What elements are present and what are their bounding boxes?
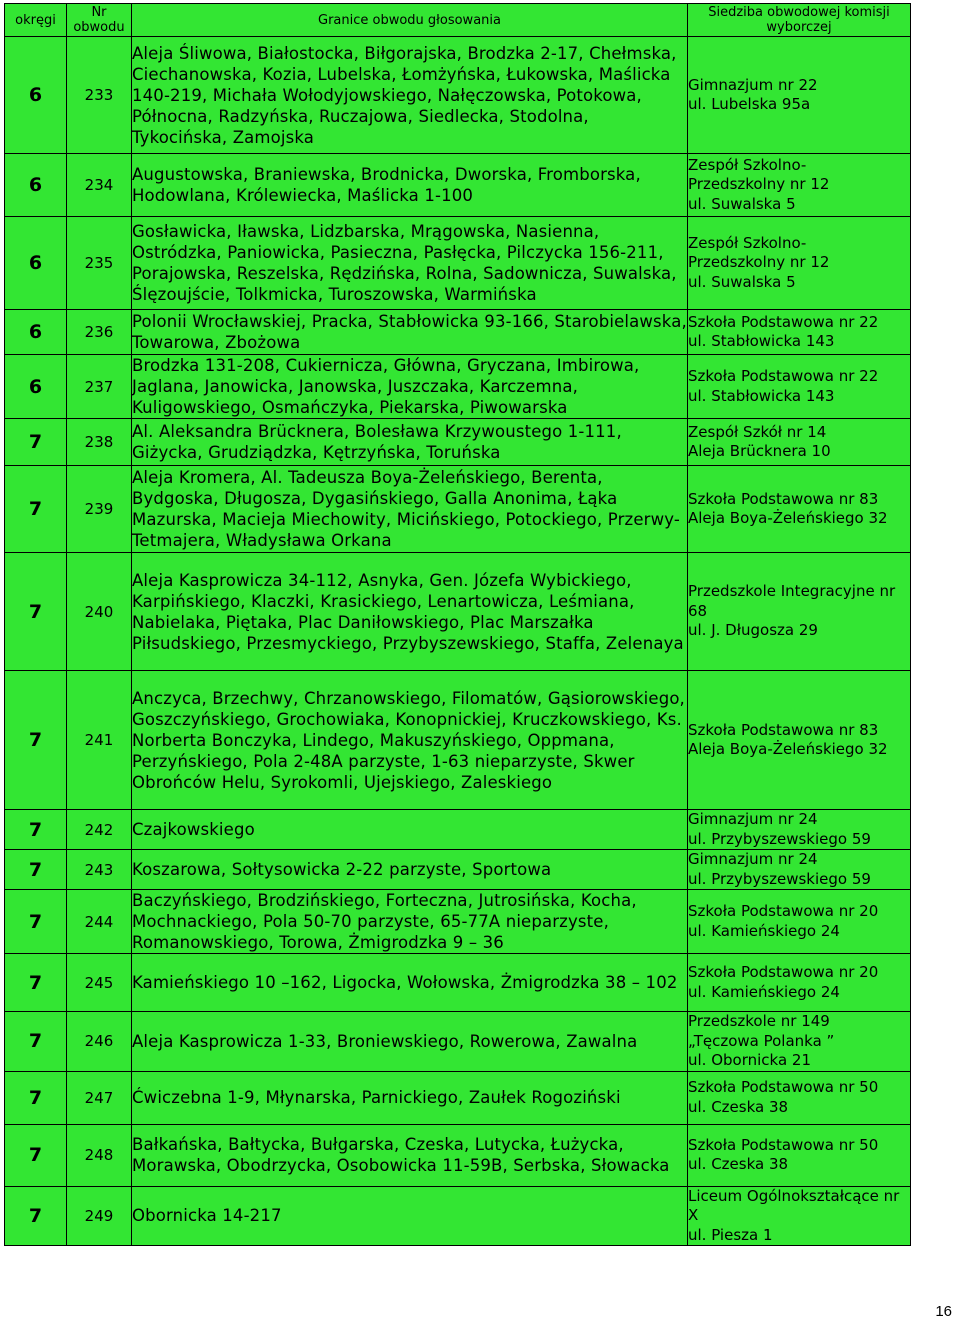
siedziba-cell [688,553,911,671]
header-okregi: okręgi [5,4,67,37]
okreg-cell: 6 [5,217,67,310]
siedziba-line: Aleja Boya-Żeleńskiego 32 [688,509,888,527]
obwod-number-cell: 235 [67,217,132,310]
siedziba-cell [688,154,911,217]
siedziba-line: Gimnazjum nr 22 [688,75,818,94]
siedziba-cell [688,1186,911,1246]
table-row [5,890,911,954]
obwod-number-cell: 248 [67,1124,132,1186]
siedziba-line: ul. Suwalska 5 [688,272,796,291]
header-nr-obwodu: Nr obwodu [67,4,132,37]
siedziba-line: Przedszkole Integracyjne nr 68 [688,582,896,620]
siedziba-line: Przedszkolny nr 12 [688,253,830,272]
table-row [5,355,911,419]
granice-cell: Augustowska, Braniewska, Brodnicka, Dworska, Fromborska, Hodowlana, Królewiecka, Maślicka 1-100 [132,154,688,217]
header-siedziba: Siedziba obwodowej komisji wyborczej [688,4,911,37]
okreg-cell: 7 [5,1071,67,1124]
siedziba-line: ul. Suwalska 5 [688,194,796,213]
siedziba-line: Aleja Boya-Żeleńskiego 32 [688,740,888,758]
obwod-number-cell: 233 [67,37,132,154]
okreg-cell: 7 [5,1124,67,1186]
table-row [5,37,911,154]
granice-cell: Polonii Wrocławskiej, Pracka, Stabłowicka 93-166, Starobielawska, Towarowa, Zbożowa [132,310,688,355]
okreg-cell: 7 [5,850,67,890]
siedziba-cell [688,890,911,954]
okreg-cell: 7 [5,553,67,671]
table-row [5,217,911,310]
siedziba-line: „Tęczowa Polanka ” [688,1031,835,1050]
obwod-number-cell: 241 [67,671,132,810]
header-granice: Granice obwodu głosowania [132,4,688,37]
table-row [5,1124,911,1186]
obwod-number-cell: 237 [67,355,132,419]
siedziba-line: Szkoła Podstawowa nr 50 [688,1135,879,1154]
table-row [5,553,911,671]
okreg-cell: 6 [5,154,67,217]
siedziba-cell [688,37,911,154]
siedziba-cell [688,217,911,310]
siedziba-line: ul. Czeska 38 [688,1097,789,1116]
obwod-number-cell: 247 [67,1071,132,1124]
siedziba-line: Szkoła Podstawowa nr 83 [688,720,879,739]
siedziba-line: Przedszkolny nr 12 [688,175,830,194]
obwod-number-cell: 240 [67,553,132,671]
granice-cell: Al. Aleksandra Brücknera, Bolesława Krzywoustego 1-111, Giżycka, Grudziądzka, Kętrzyńska, Toruńska [132,419,688,466]
okreg-cell: 7 [5,671,67,810]
okreg-cell: 7 [5,466,67,553]
siedziba-line: Szkoła Podstawowa nr 83 [688,489,879,508]
siedziba-line: Szkoła Podstawowa nr 20 [688,963,879,981]
siedziba-cell [688,355,911,419]
siedziba-line: ul. Stabłowicka 143 [688,332,835,350]
siedziba-line: Zespół Szkolno- [688,233,807,252]
okreg-cell: 7 [5,1186,67,1246]
table-row [5,1071,911,1124]
siedziba-line: Gimnazjum nr 24 [688,850,818,868]
siedziba-line: Zespół Szkół nr 14 [688,422,827,441]
obwod-number-cell: 243 [67,850,132,890]
siedziba-line: Gimnazjum nr 24 [688,810,818,828]
siedziba-line: ul. Czeska 38 [688,1155,789,1173]
granice-cell: Aleja Śliwowa, Białostocka, Biłgorajska, Brodzka 2-17, Chełmska, Ciechanowska, Kozia, Lubelska, Łomżyńska, Łukowska, Maślicka 140-219, Michała Wołodyjowskiego, Nałęczowska, Potokowa, Północna, Radzyńska, Ruczajowa, Siedlecka, Stodolna, Tykocińska, Zamojska [132,37,688,154]
siedziba-line: Szkoła Podstawowa nr 50 [688,1078,879,1096]
siedziba-line: Zespół Szkolno- [688,155,807,174]
table-header-row [5,4,911,37]
table-row [5,954,911,1012]
granice-cell: Ćwiczebna 1-9, Młynarska, Parnickiego, Zaułek Rogoziński [132,1071,688,1124]
siedziba-cell [688,671,911,810]
table-row [5,850,911,890]
table-row [5,1186,911,1246]
granice-cell: Obornicka 14-217 [132,1186,688,1246]
granice-cell: Czajkowskiego [132,810,688,850]
granice-cell: Kamieńskiego 10 –162, Ligocka, Wołowska, Żmigrodzka 38 – 102 [132,954,688,1012]
siedziba-cell [688,954,911,1012]
siedziba-line: ul. Lubelska 95a [688,95,811,113]
siedziba-line: ul. Przybyszewskiego 59 [688,869,871,888]
okreg-cell: 6 [5,355,67,419]
siedziba-line: Liceum Ogólnokształcące nr X [688,1186,900,1224]
granice-cell: Aleja Kromera, Al. Tadeusza Boya-Żeleńskiego, Berenta, Bydgoska, Długosza, Dygasińskiego, Galla Anonima, Łąka Mazurska, Macieja Miechowity, Micińskiego, Potockiego, Przerwy-Tetmajera, Władysława Orkana [132,466,688,553]
okreg-cell: 7 [5,954,67,1012]
table-row [5,419,911,466]
okreg-cell: 6 [5,37,67,154]
granice-cell: Brodzka 131-208, Cukiernicza, Główna, Gryczana, Imbirowa, Jaglana, Janowicka, Janowska, Juszczaka, Karczemna, Kuligowskiego, Osmańczyka, Piekarska, Piwowarska [132,355,688,419]
siedziba-cell [688,419,911,466]
granice-cell: Anczyca, Brzechwy, Chrzanowskiego, Filomatów, Gąsiorowskiego, Goszczyńskiego, Grochowiaka, Konopnickiej, Kruczkowskiego, Ks. Norberta Bonczyka, Lindego, Makuszyńskiego, Oppmana, Perzyńskiego, Pola 2-48A parzyste, 1-63 nieparzyste, Skwer Obrońców Helu, Syrokomli, Ujejskiego, Zaleskiego [132,671,688,810]
siedziba-line: Przedszkole nr 149 [688,1012,830,1030]
table-row [5,466,911,553]
obwod-number-cell: 249 [67,1186,132,1246]
siedziba-line: Aleja Brücknera 10 [688,442,831,460]
siedziba-line: ul. Kamieńskiego 24 [688,982,840,1001]
siedziba-line: ul. Przybyszewskiego 59 [688,829,871,848]
table-row [5,1012,911,1072]
okreg-cell: 7 [5,810,67,850]
table-row [5,154,911,217]
siedziba-cell [688,310,911,355]
table-row [5,310,911,355]
granice-cell: Aleja Kasprowicza 34-112, Asnyka, Gen. Józefa Wybickiego, Karpińskiego, Klaczki, Krasickiego, Lenartowicza, Leśmiana, Nabielaka, Piętaka, Plac Daniłowskiego, Plac Marszałka Piłsudskiego, Przesmyckiego, Przybyszewskiego, Staffa, Zelenaya [132,553,688,671]
okreg-cell: 6 [5,310,67,355]
obwod-number-cell: 245 [67,954,132,1012]
siedziba-line: ul. J. Długosza 29 [688,621,818,640]
table-row [5,671,911,810]
obwod-number-cell: 238 [67,419,132,466]
okreg-cell: 7 [5,419,67,466]
siedziba-line: Szkoła Podstawowa nr 22 [688,367,879,385]
table-row [5,810,911,850]
obwod-number-cell: 236 [67,310,132,355]
siedziba-line: Szkoła Podstawowa nr 22 [688,312,879,331]
obwod-number-cell: 246 [67,1012,132,1072]
okreg-cell: 7 [5,890,67,954]
siedziba-cell [688,1012,911,1072]
obwod-number-cell: 242 [67,810,132,850]
obwod-number-cell: 239 [67,466,132,553]
granice-cell: Baczyńskiego, Brodzińskiego, Forteczna, Jutrosińska, Kocha, Mochnackiego, Pola 50-70 parzyste, 65-77A nieparzyste, Romanowskiego, Torowa, Żmigrodzka 9 – 36 [132,890,688,954]
obwod-number-cell: 244 [67,890,132,954]
siedziba-line: ul. Kamieńskiego 24 [688,921,840,940]
districts-table [4,3,911,1246]
obwod-number-cell: 234 [67,154,132,217]
siedziba-line: ul. Obornicka 21 [688,1051,812,1069]
siedziba-cell [688,1124,911,1186]
siedziba-line: Szkoła Podstawowa nr 20 [688,902,879,920]
granice-cell: Aleja Kasprowicza 1-33, Broniewskiego, Rowerowa, Zawalna [132,1012,688,1072]
granice-cell: Gosławicka, Iławska, Lidzbarska, Mrągowska, Nasienna, Ostródzka, Paniowicka, Pasieczna, Pasłęcka, Pilczycka 156-211, Porajowska, Reszelska, Rędzińska, Rolna, Sadownicza, Suwalska, Ślęzoujście, Tolkmicka, Turoszowska, Warmińska [132,217,688,310]
siedziba-cell [688,810,911,850]
siedziba-cell [688,1071,911,1124]
siedziba-line: ul. Stabłowicka 143 [688,386,835,405]
siedziba-cell [688,466,911,553]
siedziba-line: ul. Piesza 1 [688,1225,773,1244]
siedziba-cell [688,850,911,890]
okreg-cell: 7 [5,1012,67,1072]
granice-cell: Koszarowa, Sołtysowicka 2-22 parzyste, Sportowa [132,850,688,890]
granice-cell: Bałkańska, Bałtycka, Bułgarska, Czeska, Lutycka, Łużycka, Morawska, Obodrzycka, Osobowicka 11-59B, Serbska, Słowacka [132,1124,688,1186]
page-number: 16 [935,1303,952,1320]
